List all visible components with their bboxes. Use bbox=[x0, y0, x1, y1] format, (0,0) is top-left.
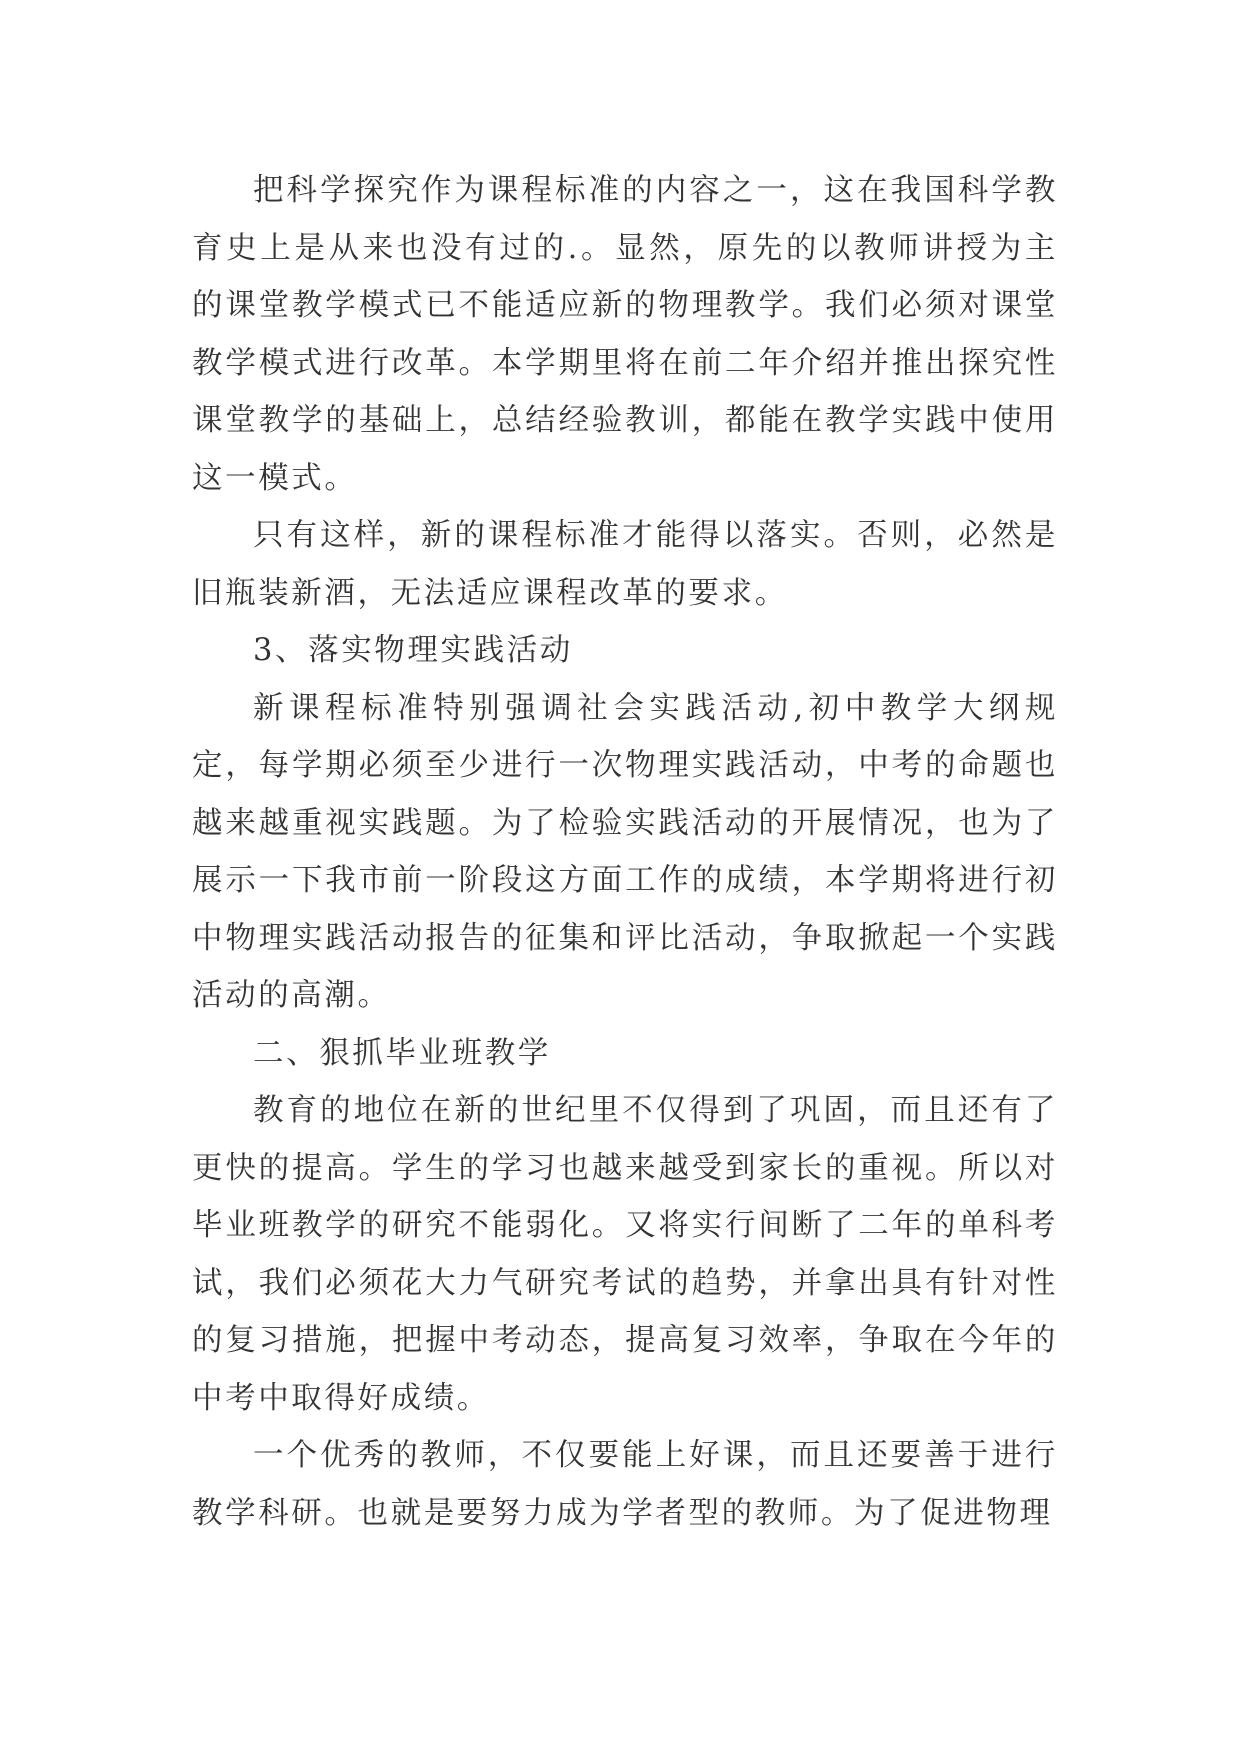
paragraph-curriculum-standard: 只有这样，新的课程标准才能得以落实。否则，必然是旧瓶装新酒，无法适应课程改革的要求。 bbox=[192, 518, 1058, 611]
paragraph-practice-activities: 新课程标准特别强调社会实践活动,初中教学大纲规定，每学期必须至少进行一次物理实践活动，中考的命题也越来越重视实践题。为了检验实践活动的开展情况，也为了展示一下我市前一阶段这方面工作的成绩，本学期将进行初中物理实践活动报告的征集和评比活动，争取掀起一个实践活动的高潮。 bbox=[192, 690, 1058, 1013]
paragraph-science-inquiry: 把科学探究作为课程标准的内容之一，这在我国科学教育史上是从来也没有过的.。显然，原先的以教师讲授为主的课堂教学模式已不能适应新的物理教学。我们必须对课堂教学模式进行改革。本学期里将在前二年介绍并推出探究性课堂教学的基础上，总结经验教训，都能在教学实践中使用这一模式。 bbox=[192, 173, 1058, 496]
document-body bbox=[192, 162, 1058, 1542]
paragraph-excellent-teacher: 一个优秀的教师，不仅要能上好课，而且还要善于进行教学科研。也就是要努力成为学者型的教师。为了促进物理 bbox=[192, 1438, 1058, 1531]
paragraph-graduating-class: 教育的地位在新的世纪里不仅得到了巩固，而且还有了更快的提高。学生的学习也越来越受到家长的重视。所以对毕业班教学的研究不能弱化。又将实行间断了二年的单科考试，我们必须花大力气研究考试的趋势，并拿出具有针对性的复习措施，把握中考动态，提高复习效率，争取在今年的中考中取得好成绩。 bbox=[192, 1093, 1058, 1416]
section-heading-graduating-class: 二、狠抓毕业班教学 bbox=[253, 1035, 551, 1071]
section-heading-practice-activities: 3、落实物理实践活动 bbox=[253, 633, 573, 668]
